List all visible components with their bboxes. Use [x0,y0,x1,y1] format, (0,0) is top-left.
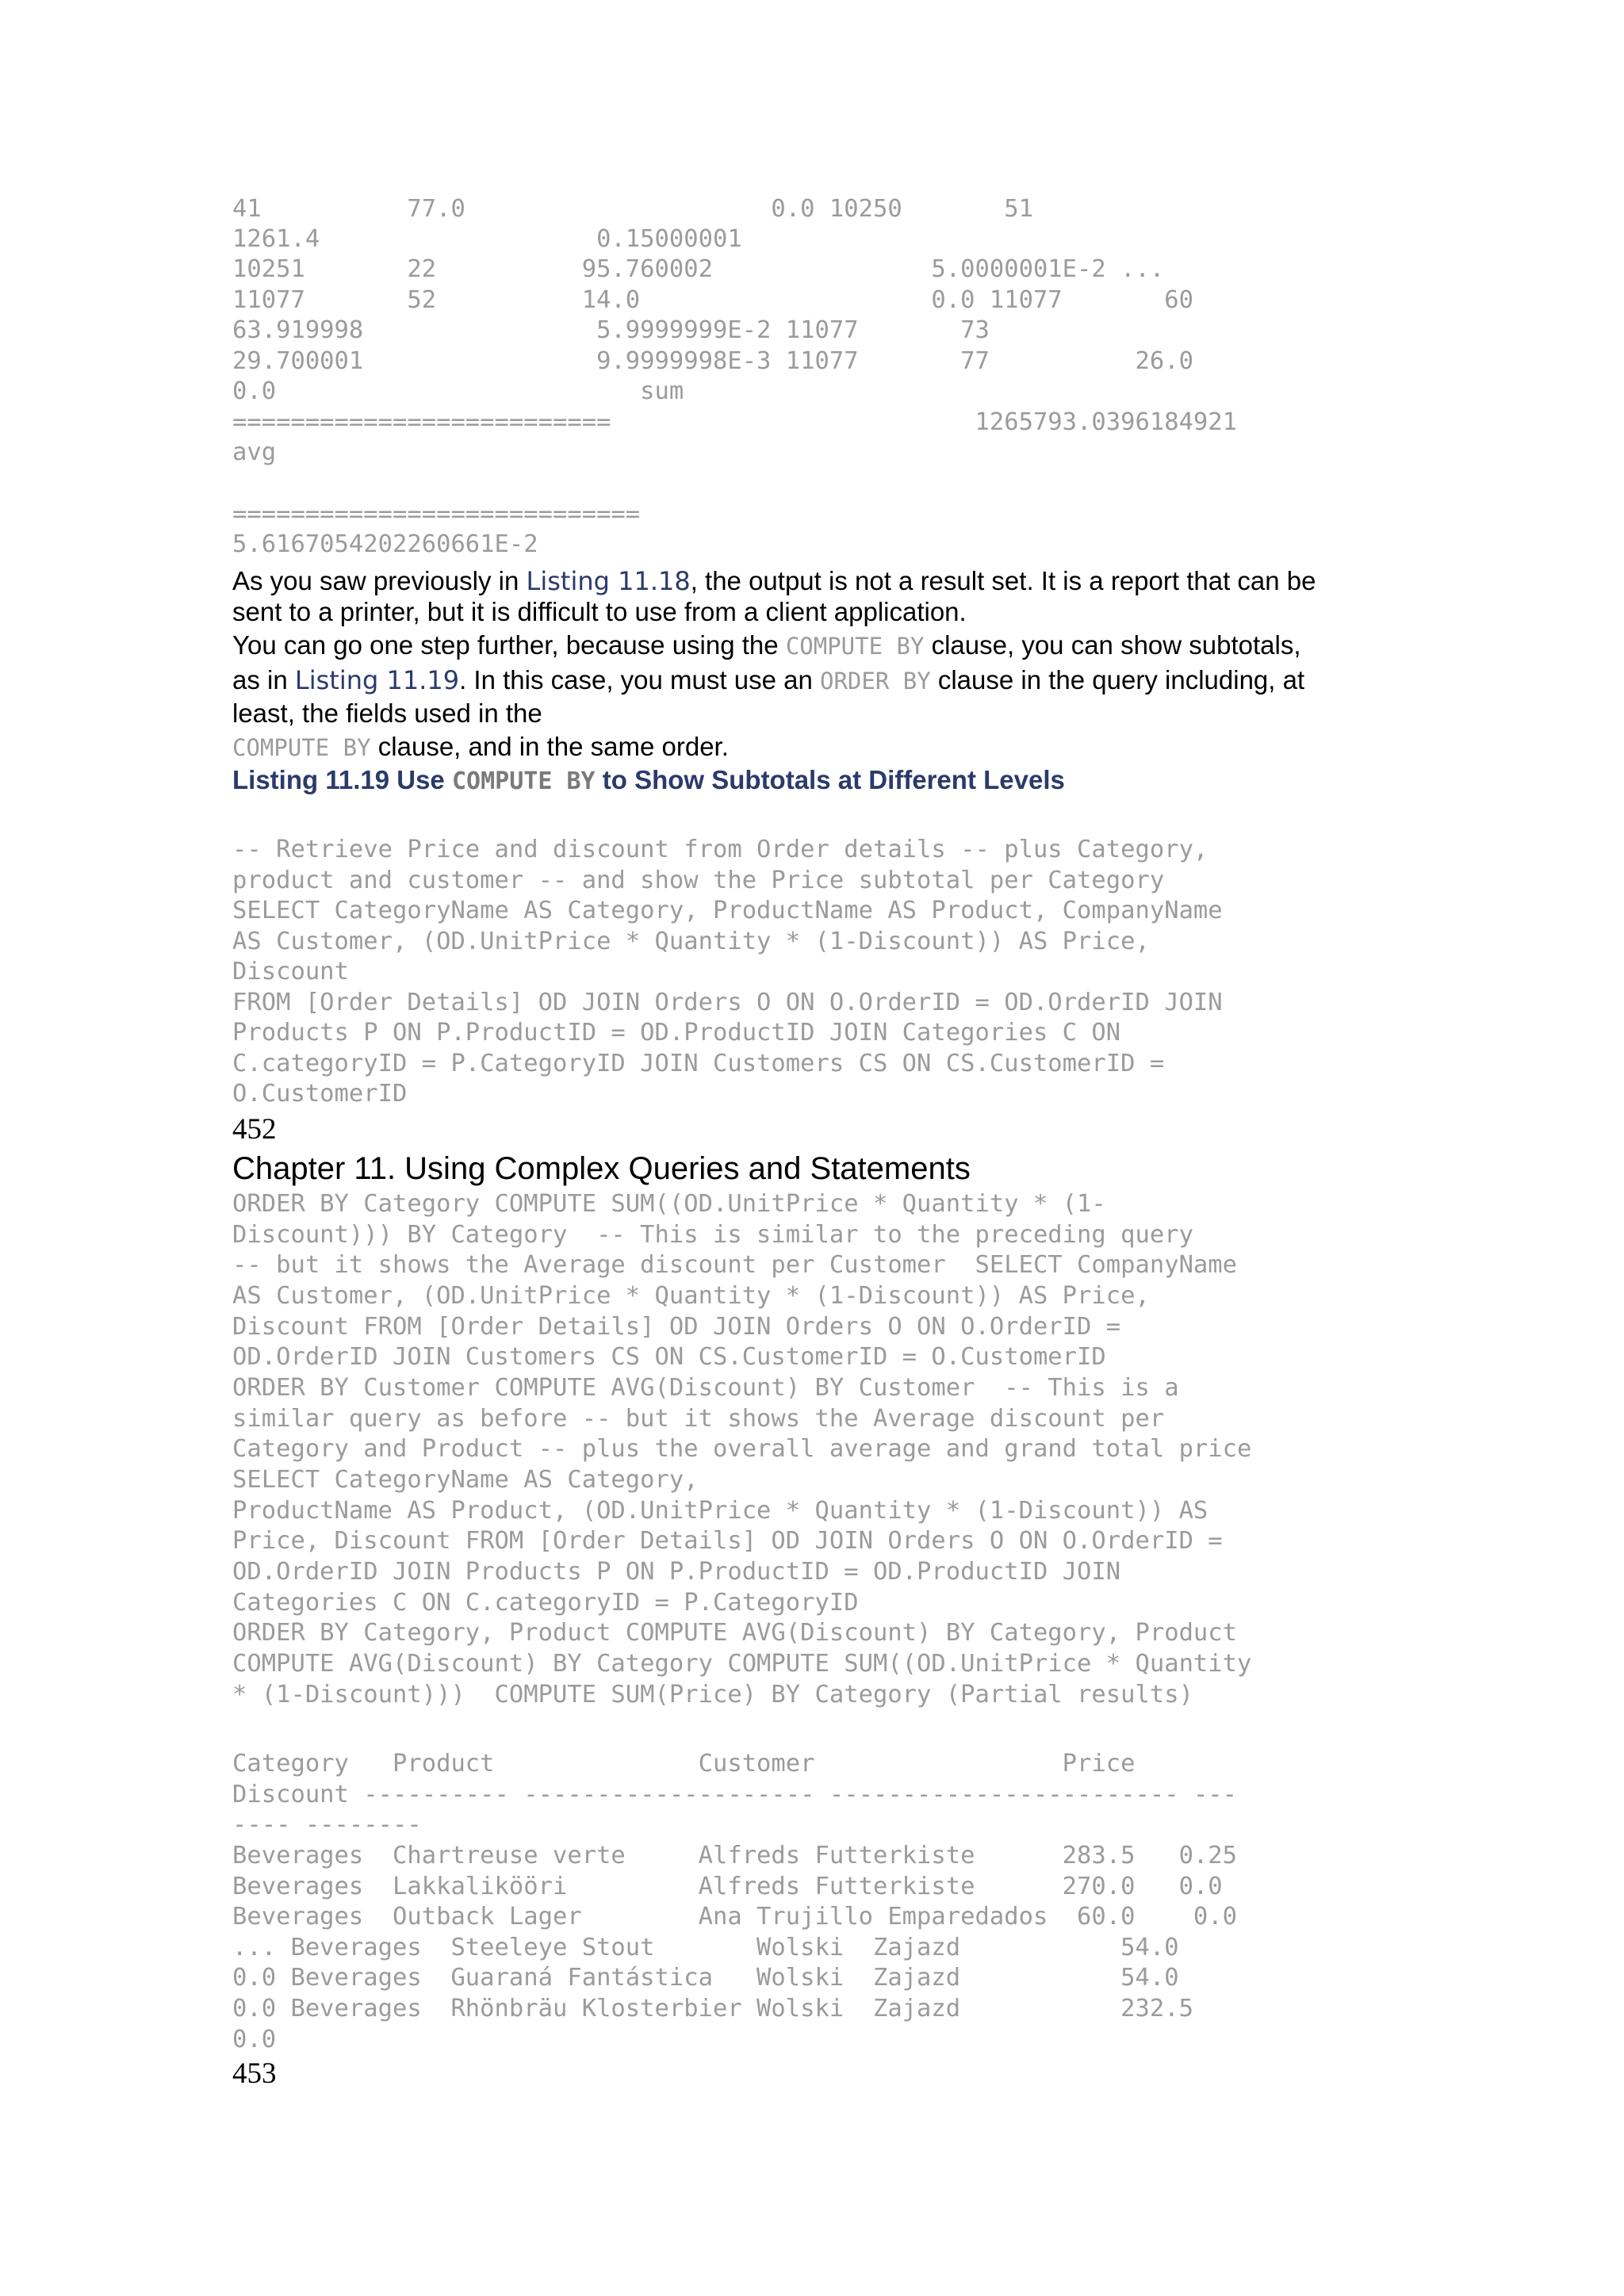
code-line: Categories C ON C.categoryID = P.CategoryID [232,1589,859,1617]
chapter-title: Chapter 11. Using Complex Queries and Statements [232,1151,971,1186]
paragraph-line: You can go one step further, because using the COMPUTE BY clause, you can show subtotals, [232,630,1301,660]
code-line: O.CustomerID [232,1080,408,1108]
result-line: Category Product Customer Price [232,1750,1136,1777]
listing-caption: Listing 11.19 Use COMPUTE BY to Show Subtotals at Different Levels [232,765,1065,795]
code-line: AS Customer, (OD.UnitPrice * Quantity * (1-Discount)) AS Price, [232,928,1150,955]
code-line: COMPUTE AVG(Discount) BY Category COMPUTE SUM((OD.UnitPrice * Quantity [232,1650,1252,1678]
output-line: 5.6167054202260661E-2 [232,530,538,558]
paragraph-line: As you saw previously in Listing 11.18, the output is not a result set. It is a report that can be [232,566,1316,596]
code-line: Price, Discount FROM [Order Details] OD JOIN Orders O ON O.OrderID = [232,1527,1223,1555]
output-line: 63.919998 5.9999999E-2 11077 73 [232,316,990,344]
code-line: ORDER BY Customer COMPUTE AVG(Discount) BY Customer -- This is a [232,1374,1179,1402]
code-line: -- Retrieve Price and discount from Order details -- plus Category, [232,836,1208,863]
code-line: product and customer -- and show the Price subtotal per Category [232,867,1165,894]
code-line: C.categoryID = P.CategoryID JOIN Customers CS ON CS.CustomerID = [232,1050,1165,1077]
result-line: 0.0 Beverages Guaraná Fantástica Wolski Zajazd 54.0 [232,1964,1179,1992]
code-line: ORDER BY Category COMPUTE SUM((OD.UnitPrice * Quantity * (1- [232,1190,1106,1218]
paragraph-line: COMPUTE BY clause, and in the same order. [232,732,729,761]
result-line: Discount ---------- -------------------- ------------------------ --- [232,1781,1238,1808]
code-line: Category and Product -- plus the overall average and grand total price [232,1435,1252,1463]
code-line: FROM [Order Details] OD JOIN Orders O ON O.OrderID = OD.OrderID JOIN [232,989,1223,1016]
code-line: SELECT CategoryName AS Category, [232,1466,699,1494]
inline-code: COMPUTE BY [785,633,925,660]
result-line: Beverages Lakkalikööri Alfreds Futterkiste 270.0 0.0 [232,1873,1223,1900]
output-line: 0.0 sum [232,377,684,405]
listing-link[interactable]: Listing 11.18 [526,566,691,596]
output-line: avg [232,438,277,466]
paragraph-line: least, the fields used in the [232,698,542,728]
result-line: 0.0 [232,2026,277,2053]
code-line: OD.OrderID JOIN Customers CS ON CS.CustomerID = O.CustomerID [232,1343,1106,1371]
output-line: 11077 52 14.0 0.0 11077 60 [232,286,1193,314]
inline-code: ORDER BY [819,668,931,695]
code-line: ProductName AS Product, (OD.UnitPrice * Quantity * (1-Discount)) AS [232,1497,1208,1525]
code-line: OD.OrderID JOIN Products P ON P.ProductID = OD.ProductID JOIN [232,1558,1121,1586]
caption-code: COMPUTE BY [451,767,596,795]
output-line: ============================ [232,500,641,528]
page-number: 452 [232,1113,277,1146]
output-line: 41 77.0 0.0 10250 51 [232,195,1033,223]
code-line: SELECT CategoryName AS Category, ProductName AS Product, CompanyName [232,897,1223,924]
listing-link[interactable]: Listing 11.19 [294,665,460,695]
code-line: * (1-Discount))) COMPUTE SUM(Price) BY Category (Partial results) [232,1681,1193,1709]
result-line: ---- -------- [232,1811,422,1839]
code-line: similar query as before -- but it shows the Average discount per [232,1405,1165,1433]
output-line: 10251 22 95.760002 5.0000001E-2 ... [232,255,1165,283]
result-line: 0.0 Beverages Rhönbräu Klosterbier Wolski Zajazd 232.5 [232,1995,1193,2022]
output-line: 1261.4 0.15000001 [232,225,742,253]
code-line: -- but it shows the Average discount per Customer SELECT CompanyName [232,1251,1238,1279]
code-line: Products P ON P.ProductID = OD.ProductID JOIN Categories C ON [232,1019,1121,1047]
result-line: ... Beverages Steeleye Stout Wolski Zajazd 54.0 [232,1934,1179,1961]
code-line: Discount FROM [Order Details] OD JOIN Orders O ON O.OrderID = [232,1313,1121,1341]
output-line: ========================== 1265793.0396184921 [232,408,1238,436]
code-line: Discount))) BY Category -- This is similar to the preceding query [232,1221,1193,1249]
code-line: AS Customer, (OD.UnitPrice * Quantity * (1-Discount)) AS Price, [232,1282,1150,1310]
page-number: 453 [232,2057,277,2090]
result-line: Beverages Outback Lager Ana Trujillo Emparedados 60.0 0.0 [232,1903,1238,1931]
output-line: 29.700001 9.9999998E-3 11077 77 26.0 [232,347,1193,375]
inline-code: COMPUTE BY [232,734,371,761]
paragraph-line: sent to a printer, but it is difficult to use from a client application. [232,597,967,626]
code-line: Discount [232,958,349,985]
paragraph-line: as in Listing 11.19. In this case, you must use an ORDER BY clause in the query including, at [232,665,1305,695]
result-line: Beverages Chartreuse verte Alfreds Futterkiste 283.5 0.25 [232,1842,1238,1869]
code-line: ORDER BY Category, Product COMPUTE AVG(Discount) BY Category, Product [232,1619,1238,1647]
